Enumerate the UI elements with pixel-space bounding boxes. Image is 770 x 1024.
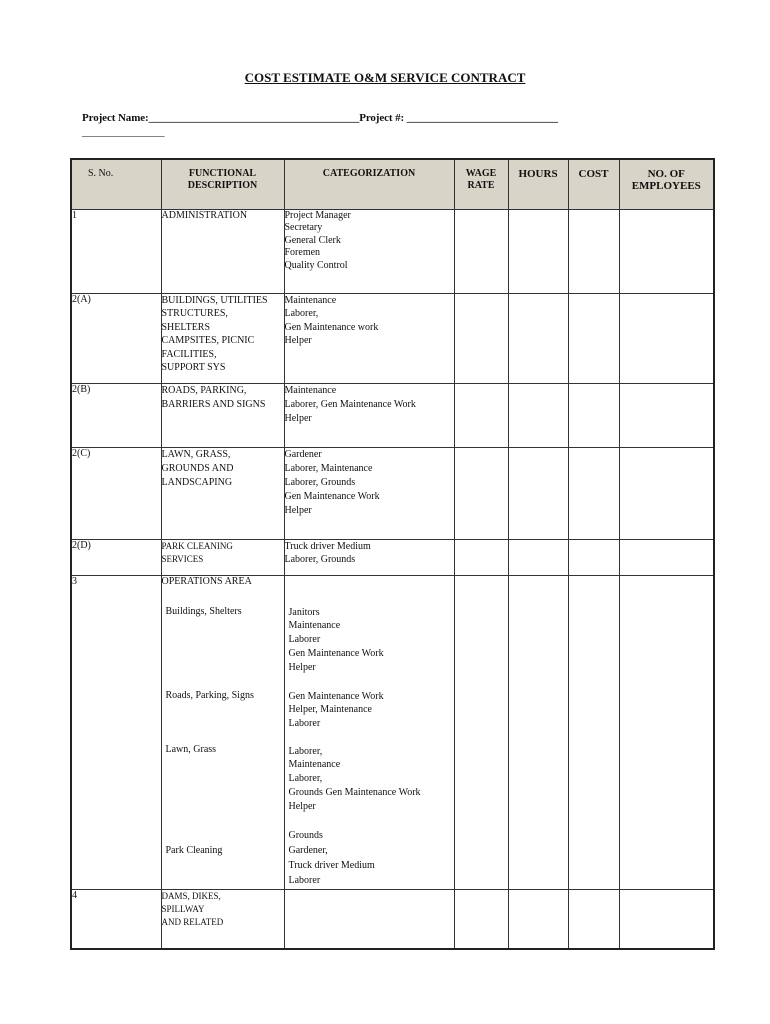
cat-line: Gen Maintenance Work	[288, 690, 384, 702]
row-categorization	[284, 539, 454, 575]
cat-line: Truck driver Medium	[284, 540, 371, 552]
hours-cell[interactable]	[508, 539, 568, 575]
sub-desc: Lawn, Grass	[165, 743, 217, 755]
desc-line: GROUNDS AND	[161, 462, 234, 474]
row-description	[161, 293, 284, 383]
row-sno: 1	[71, 209, 161, 293]
row-description	[161, 575, 284, 889]
sub-cat-group	[289, 606, 384, 675]
desc-line: SERVICES	[161, 554, 204, 564]
cat-line: Gardener	[284, 448, 322, 460]
cat-line: Gen Maintenance Work	[284, 490, 380, 502]
cat-line: Grounds	[288, 829, 323, 841]
cat-line: Laborer, Grounds	[284, 554, 356, 565]
wage-cell[interactable]	[454, 293, 508, 383]
desc-line: DAMS, DIKES,	[161, 890, 221, 901]
employees-cell[interactable]	[619, 447, 714, 539]
cat-line: Gardener,	[288, 844, 328, 856]
desc-line: ADMINISTRATION	[161, 209, 248, 221]
cost-cell[interactable]	[568, 447, 619, 539]
row-description	[161, 383, 284, 447]
row-categorization	[284, 383, 454, 447]
wage-cell[interactable]	[454, 383, 508, 447]
header-emp-line1: NO. OF	[647, 168, 685, 180]
sub-desc: Park Cleaning	[165, 844, 223, 856]
cost-cell[interactable]	[568, 539, 619, 575]
cat-line: Helper	[284, 412, 312, 424]
cat-line: Grounds Gen Maintenance Work	[288, 786, 421, 798]
cost-cell[interactable]	[568, 383, 619, 447]
employees-cell[interactable]	[619, 575, 714, 889]
cat-line: Maintenance	[288, 620, 341, 632]
header-emp-line2: EMPLOYEES	[631, 180, 701, 192]
hours-cell[interactable]	[508, 575, 568, 889]
cat-line: Helper	[284, 335, 312, 346]
project-line-continuation: _______________	[82, 126, 165, 138]
desc-line: SHELTERS	[161, 321, 211, 333]
table-row	[71, 383, 714, 447]
cat-line: Helper	[288, 661, 316, 673]
desc-line: PARK CLEANING	[161, 540, 233, 551]
header-wage-rate	[454, 159, 508, 209]
sub-desc: Roads, Parking, Signs	[165, 689, 254, 701]
header-row	[71, 159, 714, 209]
cat-line: Maintenance	[284, 294, 337, 306]
table-row	[71, 889, 714, 949]
cost-cell[interactable]	[568, 293, 619, 383]
row-categorization	[284, 293, 454, 383]
wage-cell[interactable]	[454, 889, 508, 949]
cat-line: Project Manager	[284, 209, 351, 221]
hours-cell[interactable]	[508, 383, 568, 447]
section-heading: OPERATIONS AREA	[161, 575, 252, 587]
header-hours: HOURS	[508, 159, 568, 209]
table-row	[71, 293, 714, 383]
row-description	[161, 447, 284, 539]
desc-line: FACILITIES,	[161, 348, 217, 360]
cat-line: Laborer, Grounds	[284, 476, 356, 488]
cat-line: Truck driver Medium	[288, 859, 375, 871]
row-sno: 2(A)	[71, 293, 161, 383]
wage-cell[interactable]	[454, 447, 508, 539]
row-categorization	[284, 889, 454, 949]
employees-cell[interactable]	[619, 209, 714, 293]
desc-line: STRUCTURES,	[161, 308, 228, 319]
header-categorization: CATEGORIZATION	[284, 159, 454, 209]
header-func-line2: DESCRIPTION	[187, 180, 258, 191]
row-sno: 4	[71, 889, 161, 949]
header-functional-description	[161, 159, 284, 209]
project-name-line: Project Name:_______________________________________Project #: ____________________________	[82, 112, 558, 124]
sub-desc: Buildings, Shelters	[165, 605, 242, 617]
cat-line: General Clerk	[284, 234, 341, 246]
sub-cat-group	[289, 690, 384, 731]
cat-line: Laborer,	[284, 308, 319, 319]
table-row	[71, 575, 714, 889]
row-categorization	[284, 209, 454, 293]
header-sno: S. No.	[71, 159, 161, 209]
desc-line: AND RELATED	[161, 916, 224, 927]
employees-cell[interactable]	[619, 889, 714, 949]
wage-cell[interactable]	[454, 575, 508, 889]
desc-line: SPILLWAY	[161, 903, 205, 914]
desc-line: LANDSCAPING	[161, 476, 233, 488]
cat-line: Laborer, Gen Maintenance Work	[284, 398, 416, 410]
cat-line: Laborer,	[288, 773, 323, 785]
row-description	[161, 889, 284, 949]
cat-line: Laborer, Maintenance	[284, 462, 373, 474]
row-sno: 3	[71, 575, 161, 889]
hours-cell[interactable]	[508, 293, 568, 383]
cat-line: Secretary	[284, 222, 323, 233]
wage-cell[interactable]	[454, 539, 508, 575]
cat-line: Laborer	[288, 874, 321, 886]
cat-line: Laborer	[288, 634, 321, 646]
employees-cell[interactable]	[619, 293, 714, 383]
desc-line: BUILDINGS, UTILITIES	[161, 294, 268, 306]
hours-cell[interactable]	[508, 447, 568, 539]
row-categorization	[284, 575, 454, 889]
desc-line: BARRIERS AND SIGNS	[161, 398, 266, 410]
cat-line: Helper	[288, 800, 316, 812]
cost-cell[interactable]	[568, 889, 619, 949]
cat-line: Laborer,	[288, 745, 323, 757]
cat-line: Janitors	[288, 606, 320, 618]
row-description	[161, 539, 284, 575]
cat-line: Gen Maintenance work	[284, 321, 379, 333]
cat-line: Helper	[284, 504, 312, 516]
sub-cat-group	[289, 828, 375, 888]
desc-line: CAMPSITES, PICNIC	[161, 335, 255, 346]
row-categorization	[284, 447, 454, 539]
desc-line: LAWN, GRASS,	[161, 448, 231, 460]
row-description	[161, 209, 284, 293]
header-wage-line1: WAGE	[465, 168, 497, 179]
employees-cell[interactable]	[619, 539, 714, 575]
sub-cat-group	[289, 745, 421, 814]
row-sno: 2(C)	[71, 447, 161, 539]
cost-cell[interactable]	[568, 575, 619, 889]
header-func-line1: FUNCTIONAL	[188, 168, 257, 179]
cost-cell[interactable]	[568, 209, 619, 293]
hours-cell[interactable]	[508, 209, 568, 293]
document-title: COST ESTIMATE O&M SERVICE CONTRACT	[244, 70, 526, 85]
cat-line: Foremen	[284, 247, 321, 258]
row-sno: 2(D)	[71, 539, 161, 575]
cat-line: Laborer	[288, 718, 321, 730]
table-row	[71, 539, 714, 575]
cat-line: Quality Control	[284, 259, 348, 271]
desc-line: ROADS, PARKING,	[161, 384, 247, 396]
cat-line: Gen Maintenance Work	[288, 647, 384, 659]
row-sno: 2(B)	[71, 383, 161, 447]
desc-line: SUPPORT SYS	[161, 362, 226, 373]
table-row	[71, 209, 714, 293]
header-cost: COST	[568, 159, 619, 209]
wage-cell[interactable]	[454, 209, 508, 293]
header-wage-line2: RATE	[467, 180, 495, 191]
cat-line: Helper, Maintenance	[288, 704, 372, 716]
cat-line: Maintenance	[284, 384, 337, 396]
cat-line: Maintenance	[288, 759, 341, 771]
header-employees	[619, 159, 714, 209]
employees-cell[interactable]	[619, 383, 714, 447]
cost-estimate-table	[70, 158, 715, 950]
table-row	[71, 447, 714, 539]
hours-cell[interactable]	[508, 889, 568, 949]
